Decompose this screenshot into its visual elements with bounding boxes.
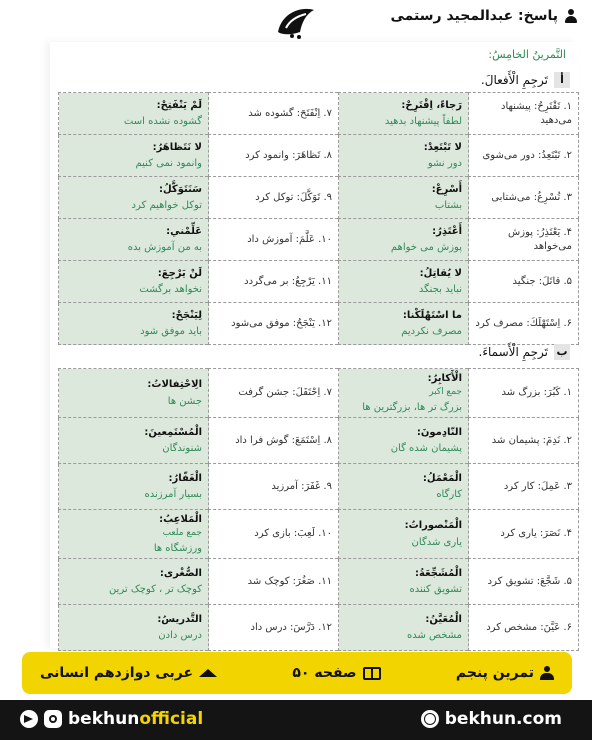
verb-prompt: ۶. اِسْتَهْلَكَ: مصرف کرد [475, 317, 572, 329]
arabic-word: الْمُعَيَّنُ: [425, 613, 462, 625]
table-cell [469, 261, 579, 303]
table-cell [59, 559, 209, 605]
table-cell [209, 510, 339, 559]
verb-prompt: ۹. تَوَكَّلَ: توکل کرد [255, 191, 332, 203]
table-row [59, 219, 579, 261]
table-cell [469, 135, 579, 177]
arabic-word: رَجاءً، اِقْتَرِحْ: [401, 99, 462, 111]
translation-answer: بشتاب [434, 200, 462, 211]
arabic-word: لا تَبْتَعِدْ: [423, 141, 462, 153]
arabic-word: أَسْرِعْ: [431, 183, 462, 195]
translation-answer: پوزش می خواهم [390, 242, 462, 253]
verb-prompt: ۱. كَبُرَ: بزرگ شد [501, 387, 572, 399]
arabic-word: النّادِمونَ: [416, 426, 462, 438]
instagram-icon[interactable] [44, 710, 62, 728]
page-badge [292, 665, 380, 681]
table-row [59, 369, 579, 418]
verb-prompt: ۹. غَفَرَ: آمرزید [271, 480, 332, 492]
globe-icon [421, 710, 439, 728]
verb-prompt: ۱۲. دَرَّسَ: درس داد [250, 622, 332, 634]
table-row [59, 135, 579, 177]
info-bar [22, 652, 572, 694]
logo-icon [272, 2, 320, 42]
verb-prompt: ۴. يَعْتَذِرُ: پوزش می‌خواهد [508, 227, 572, 252]
arabic-word: لا يُقاتِلُ: [419, 267, 462, 279]
arabic-word: الْأَكابِرُ: [427, 373, 462, 384]
table-cell [59, 219, 209, 261]
verb-prompt: ۷. اِنْفَتَحَ: گشوده شد [248, 107, 332, 119]
translation-answer: درس دادن [158, 630, 202, 642]
table-cell [339, 559, 469, 605]
verb-prompt: ۸. اِسْتَمَعَ: گوش فرا داد [235, 434, 332, 446]
translation-answer: ورزشگاه ها [153, 542, 202, 554]
verb-prompt: ۸. تَظاهَرَ: وانمود کرد [245, 149, 332, 161]
table-cell [469, 510, 579, 559]
verb-prompt: ۴. نَصَرَ: یاری کرد [500, 528, 572, 540]
table-cell [339, 261, 469, 303]
verb-prompt: ۱۱. صَغُرَ: کوچک شد [247, 576, 332, 588]
answer-credit [390, 8, 578, 24]
table-cell [339, 418, 469, 464]
arabic-word: الْمَعْمَلُ: [422, 472, 462, 484]
table-cell [209, 605, 339, 651]
table-cell [209, 219, 339, 261]
table-row [59, 93, 579, 135]
verb-prompt: ۱۱. يَرْجِعُ: بر می‌گردد [244, 275, 332, 287]
table-cell [469, 219, 579, 261]
table-cell [339, 510, 469, 559]
translation-answer: لطفاً پیشنهاد بدهید [384, 116, 462, 127]
table-cell [209, 261, 339, 303]
translation-answer: کوچک تر ، کوچک ترین [108, 584, 202, 596]
table-row [59, 510, 579, 559]
section-a-heading [481, 72, 570, 88]
table-cell [469, 93, 579, 135]
table-cell [209, 93, 339, 135]
verb-prompt: ۲. نَدِمَ: پشیمان شد [491, 434, 572, 446]
person-icon [540, 666, 554, 680]
arabic-word: الْمَلاعِبُ: [159, 514, 202, 526]
course-label: عربی دوازدهم انسانی [40, 665, 194, 681]
verb-prompt: ۱۰. عَلَّمَ: آموزش داد [247, 233, 332, 245]
translation-answer: بزرگ تر ها، بزرگترین ها [362, 401, 462, 413]
table-cell [59, 303, 209, 345]
table-cell [59, 605, 209, 651]
telegram-icon[interactable] [20, 710, 38, 728]
grammar-note: جمع ملعب [162, 527, 202, 538]
worksheet [50, 42, 578, 648]
table-cell [469, 177, 579, 219]
table-row [59, 559, 579, 605]
translation-answer: مشخص شده [406, 630, 462, 642]
header [0, 0, 592, 42]
handle-text [68, 709, 203, 729]
exercise-label: تمرین پنجم [455, 665, 534, 681]
handle-main: bekhun [68, 709, 140, 729]
arabic-word: سَنَتَوَكَّلُ: [158, 183, 202, 195]
arabic-word: الِاحْتِفالاتُ: [147, 379, 202, 391]
section-a-letter: أ [554, 72, 570, 88]
verb-prompt: ۵. شَجَّعَ: تشویق کرد [487, 576, 572, 588]
website-link[interactable] [421, 709, 562, 729]
table-cell [339, 93, 469, 135]
table-row [59, 303, 579, 345]
table-cell [469, 559, 579, 605]
table-row [59, 464, 579, 510]
exercise-title: التَّمرينُ الخامِسُ: [488, 48, 566, 61]
exercise-badge [456, 665, 554, 681]
table-cell [339, 303, 469, 345]
verb-prompt: ۲. تَبْتَعِدُ: دور می‌شوی [482, 149, 572, 161]
site-text[interactable]: bekhun.com [444, 709, 562, 729]
arabic-word: لا نَتَظاهَرُ: [152, 141, 202, 153]
table-cell [339, 464, 469, 510]
arabic-word: لِيَنْجَحْ: [171, 309, 202, 321]
arabic-word: أَعْتَذِرُ: [432, 225, 462, 237]
translation-answer: پشیمان شده گان [390, 443, 462, 455]
table-row [59, 418, 579, 464]
table-cell [339, 177, 469, 219]
verbs-table [58, 92, 579, 345]
arabic-word: لَمْ يَنْفَتِحْ: [156, 99, 202, 111]
translation-answer: توکل خواهیم کرد [131, 200, 202, 211]
translation-answer: یاری شدگان [411, 536, 462, 548]
translation-answer: تشویق کننده [409, 584, 462, 596]
section-b-letter: ب [554, 344, 570, 360]
graduation-cap-icon [199, 669, 217, 677]
handle-accent: official [139, 709, 204, 729]
arabic-word: الْغَفّارُ: [168, 472, 202, 484]
verb-prompt: ۳. تُسْرِعُ: می‌شتابی [491, 191, 572, 203]
section-b-heading [479, 344, 570, 360]
table-row [59, 605, 579, 651]
table-cell [469, 464, 579, 510]
verb-prompt: ۱. تَقْتَرِحُ: پیشنهاد می‌دهید [501, 101, 572, 126]
nouns-table [58, 368, 579, 651]
verb-prompt: ۱۰. لَعِبَ: بازی کرد [254, 528, 332, 540]
table-cell [469, 605, 579, 651]
section-a-title: تَرجِمِ الْأَفعالَ. [480, 73, 548, 87]
table-cell [59, 510, 209, 559]
verb-prompt: ۵. قاتَلَ: جنگید [512, 275, 572, 287]
table-cell [59, 93, 209, 135]
table-cell [59, 418, 209, 464]
translation-answer: باید موفق شود [140, 326, 202, 337]
translation-answer: شنوندگان [162, 443, 202, 455]
arabic-word: لَنْ يَرْجِعَ: [157, 267, 202, 279]
translation-answer: نخواهد برگشت [139, 284, 202, 295]
translation-answer: نباید بجنگد [418, 284, 462, 295]
grammar-note: جمع اکبر [429, 386, 462, 397]
table-cell [59, 261, 209, 303]
verb-prompt: ۷. اِحْتَفَلَ: جشن گرفت [238, 387, 332, 399]
table-cell [59, 464, 209, 510]
table-cell [469, 303, 579, 345]
table-cell [209, 464, 339, 510]
table-cell [339, 369, 469, 418]
translation-answer: کارگاه [436, 489, 462, 501]
table-cell [209, 418, 339, 464]
table-cell [209, 559, 339, 605]
table-cell [339, 605, 469, 651]
translation-answer: دور نشو [427, 158, 462, 169]
table-cell [209, 369, 339, 418]
translation-answer: مصرف نکردیم [401, 326, 462, 337]
section-b-title: تَرجِمِ الْأَسماءَ. [478, 345, 548, 359]
table-cell [59, 135, 209, 177]
answer-label: پاسخ: عبدالمجید رستمی [390, 8, 558, 24]
verb-prompt: ۱۲. يَنْجَحُ: موفق می‌شود [231, 317, 332, 329]
page-label: صفحه ۵۰ [292, 665, 357, 681]
table-cell [209, 135, 339, 177]
table-cell [209, 177, 339, 219]
arabic-word: الصُّغْرى: [159, 567, 202, 579]
table-row [59, 261, 579, 303]
translation-answer: بسیار آمرزنده [144, 489, 202, 501]
footer [0, 700, 592, 740]
table-cell [469, 369, 579, 418]
table-cell [469, 418, 579, 464]
translation-answer: به من آموزش بده [127, 242, 202, 253]
table-cell [339, 135, 469, 177]
user-icon [564, 9, 578, 23]
arabic-word: الْمَنْصوراتُ: [404, 520, 462, 532]
social-handle[interactable] [20, 709, 203, 729]
table-cell [59, 177, 209, 219]
verb-prompt: ۳. عَمِلَ: کار کرد [503, 480, 572, 492]
table-cell [59, 369, 209, 418]
course-badge [40, 665, 217, 681]
arabic-word: التَّدريسُ: [157, 613, 202, 625]
arabic-word: عَلِّمْني: [166, 225, 202, 237]
verb-prompt: ۶. عَيَّنَ: مشخص کرد [486, 622, 572, 634]
table-cell [339, 219, 469, 261]
translation-answer: جشن ها [167, 395, 202, 407]
arabic-word: الْمُسْتَمِعينَ: [144, 426, 202, 438]
arabic-word: ما اسْتَهْلَكْنا: [402, 309, 462, 321]
translation-answer: وانمود نمی کنیم [135, 158, 202, 169]
book-icon [363, 667, 381, 680]
translation-answer: گشوده نشده است [123, 116, 202, 127]
table-row [59, 177, 579, 219]
arabic-word: الْمُشَجِّعَةُ: [415, 567, 462, 579]
table-cell [209, 303, 339, 345]
